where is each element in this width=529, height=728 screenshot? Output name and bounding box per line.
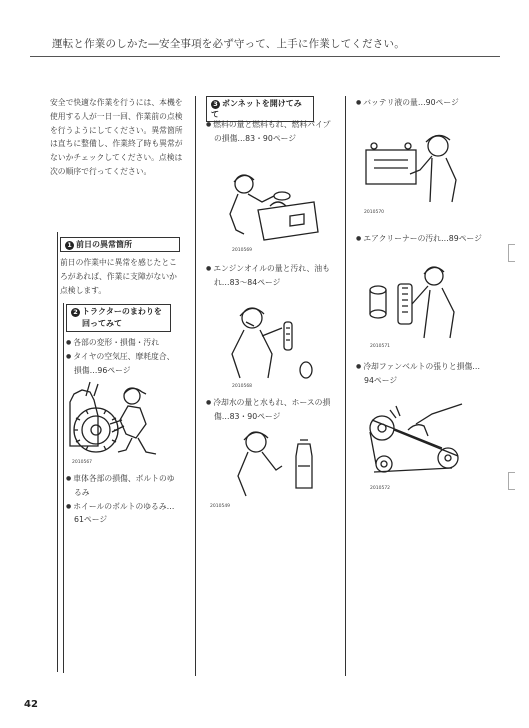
section-2-title	[66, 304, 171, 332]
page-number: 42	[24, 699, 38, 710]
section-2-box	[66, 304, 182, 377]
section-2-title-line2: 回ってみて	[82, 319, 122, 328]
figure-2010568-label: 2010568	[232, 384, 253, 389]
section-1-box	[60, 232, 182, 297]
section-1-title-text: 前日の異常箇所	[76, 240, 132, 249]
column-divider-1	[195, 96, 196, 676]
column-3-item-2-block	[356, 232, 484, 246]
section-2-number: 2	[71, 308, 80, 317]
column-3-item-1: ● バッテリ液の量…90ページ	[356, 96, 484, 110]
column-1	[50, 96, 185, 179]
coolant-check-illustration	[222, 426, 322, 504]
battery-check-illustration	[360, 130, 470, 210]
header-rule	[30, 56, 500, 57]
side-tab-upper	[508, 244, 515, 262]
section-1-body: 前日の作業中に異常を感じたところがあれば、作業に支障がないか点検します。	[60, 258, 177, 295]
column-3-item-2: ● エアクリーナーの汚れ…89ページ	[356, 232, 484, 246]
section-2-rule	[63, 303, 64, 673]
section-3-item-2-block	[206, 262, 334, 290]
section-1-number: 1	[65, 241, 74, 250]
figure-2010570-label: 2010570	[364, 210, 385, 215]
side-tab-lower	[508, 472, 515, 490]
section-2-item-4: ● ホイールのボルトのゆるみ…61ページ	[66, 500, 182, 528]
section-1-rule	[57, 232, 58, 672]
column-3-item-1-block	[356, 96, 484, 110]
page-header-title: 運転と作業のしかた―安全事項を必ず守って、上手に作業してください。	[52, 38, 405, 50]
section-2-item-2: ● タイヤの空気圧、摩耗度合、損傷…96ページ	[66, 350, 182, 378]
section-3-item-3-block	[206, 396, 334, 424]
section-1-title	[60, 237, 180, 252]
section-2-title-line1: トラクターのまわりを	[82, 307, 162, 316]
oil-check-illustration	[222, 298, 322, 384]
figure-2010549-label: 2010549	[210, 504, 231, 509]
tractor-tire-illustration	[66, 380, 171, 465]
section-3-item-1-block	[206, 118, 334, 146]
figure-2010567-label: 2010567	[72, 460, 93, 465]
section-3-item-1: ● 燃料の量と燃料もれ、燃料パイプの損傷…83・90ページ	[206, 118, 334, 146]
figure-2010569-label: 2010569	[232, 248, 253, 253]
section-2-items-after	[66, 472, 182, 527]
section-2-item-1: ● 各部の変形・損傷・汚れ	[66, 336, 182, 350]
section-3-item-2: ● エンジンオイルの量と汚れ、油もれ…83～84ページ	[206, 262, 334, 290]
fuel-check-illustration	[218, 168, 328, 248]
section-2-item-3: ● 車体各部の損傷、ボルトのゆるみ	[66, 472, 182, 500]
column-3-item-3-block	[356, 360, 484, 388]
air-cleaner-illustration	[362, 264, 472, 344]
figure-2010572-label: 2010572	[370, 486, 391, 491]
section-3-title-text: ボンネットを開けてみて	[211, 99, 302, 119]
intro-paragraph: 安全で快適な作業を行うには、本機を使用する人が一日一回、作業前の点検を行うようにしてください。異常箇所は直ちに整備し、作業終了時も異常がないかチェックしてください。点検は次の順序で行ってください。	[50, 98, 183, 176]
figure-2010571-label: 2010571	[370, 344, 391, 349]
section-3-number: 3	[211, 100, 220, 109]
column-divider-2	[345, 96, 346, 676]
section-3-item-3: ● 冷却水の量と水もれ、ホースの損傷…83・90ページ	[206, 396, 334, 424]
fan-belt-illustration	[362, 400, 472, 482]
column-3-item-3: ● 冷却ファンベルトの張りと損傷…94ページ	[356, 360, 484, 388]
